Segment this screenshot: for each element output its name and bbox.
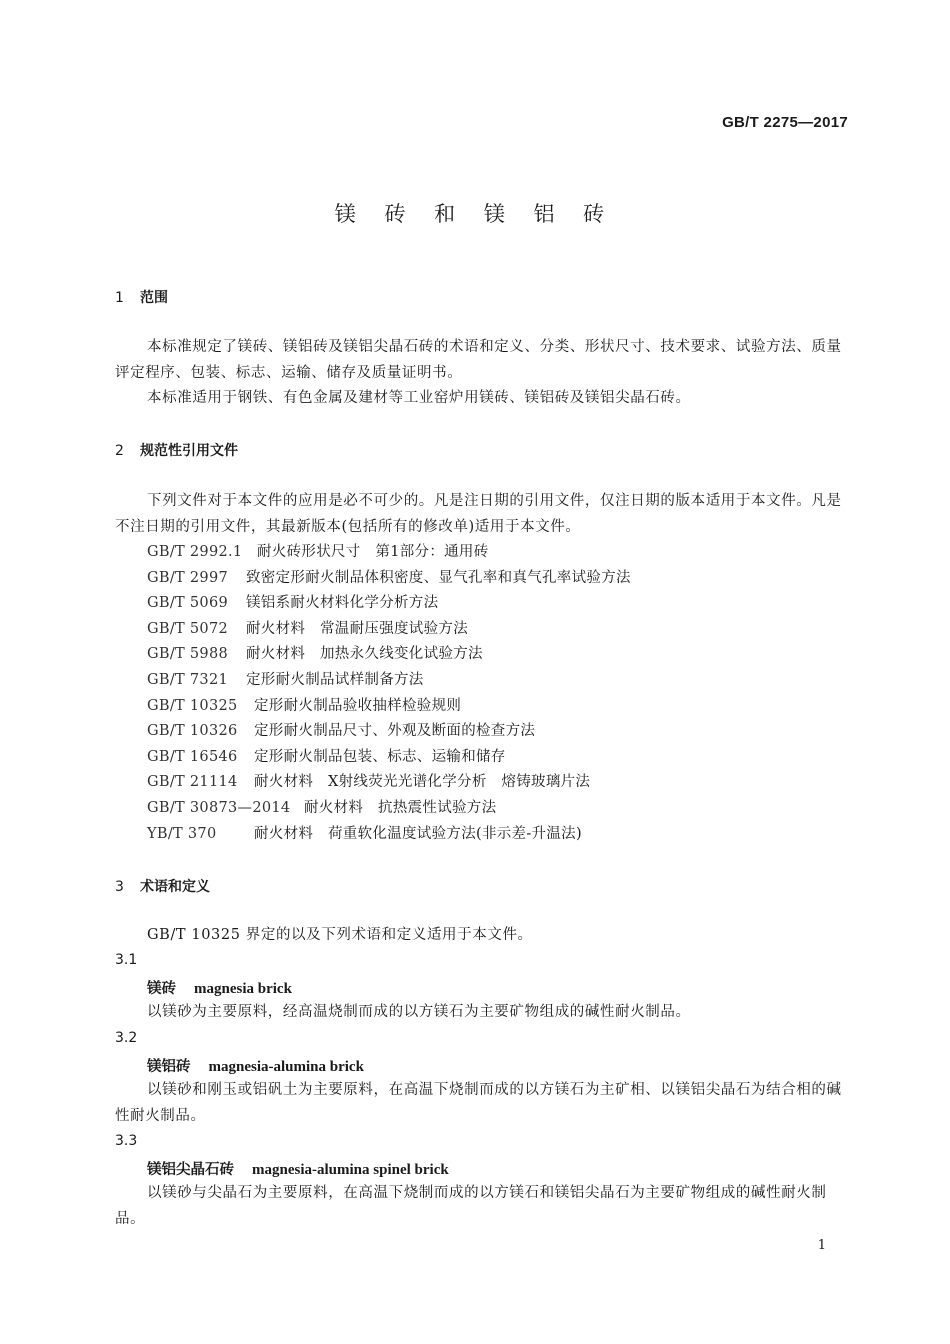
reference-title: 定形耐火制品试样制备方法 — [246, 671, 424, 688]
section-number: 2 — [115, 443, 124, 459]
reference-item — [147, 796, 631, 822]
term-chinese: 镁砖 — [147, 980, 176, 997]
reference-code: GB/T 5072 — [147, 620, 229, 637]
reference-title: 耐火材料 抗热震性试验方法 — [304, 799, 497, 816]
page-number: 1 — [817, 1238, 826, 1253]
scope-paragraph-2: 本标准适用于钢铁、有色金属及建材等工业窑炉用镁砖、镁铝砖及镁铝尖晶石砖。 — [147, 390, 691, 406]
reference-code: GB/T 5069 — [147, 595, 229, 612]
reference-code: GB/T 2992.1 — [147, 544, 243, 560]
section-number: 1 — [115, 290, 124, 306]
reference-code: GB/T 10325 — [147, 697, 238, 714]
standard-number: GB/T 2275—2017 — [722, 114, 848, 131]
term-chinese: 镁铝尖晶石砖 — [147, 1161, 234, 1178]
reference-code: GB/T 21114 — [147, 774, 238, 791]
scope-paragraph-1: 本标准规定了镁砖、镁铝砖及镁铝尖晶石砖的术语和定义、分类、形状尺寸、技术要求、试验方法、质量评定程序、包装、标志、运输、储存及质量证明书。 — [115, 339, 842, 381]
section-heading-terms — [115, 876, 210, 896]
reference-item — [147, 719, 631, 745]
document-title: 镁 砖 和 镁 铝 砖 — [334, 202, 616, 226]
term-heading — [147, 1158, 449, 1179]
reference-title: 耐火材料 荷重软化温度试验方法(非示差-升温法) — [254, 825, 582, 842]
term-definition: 以镁砂和刚玉或铝矾土为主要原料，在高温下烧制而成的以方镁石为主矿相、以镁铝尖晶石为结合相的碱性耐火制品。 — [115, 1082, 842, 1124]
reference-item — [147, 540, 631, 566]
term-english: magnesia brick — [194, 981, 292, 997]
reference-item — [147, 745, 631, 771]
reference-title: 耐火材料 常温耐压强度试验方法 — [246, 620, 468, 637]
reference-title: 镁铝系耐火材料化学分析方法 — [246, 595, 439, 612]
term-heading — [147, 1055, 364, 1076]
reference-item — [147, 642, 631, 668]
term-english: magnesia-alumina spinel brick — [252, 1162, 449, 1178]
term-number: 3.3 — [115, 1133, 138, 1149]
reference-code: GB/T 10326 — [147, 723, 238, 740]
term-number: 3.2 — [115, 1030, 138, 1046]
reference-item — [147, 770, 631, 796]
section-heading-normative-references — [115, 440, 238, 460]
reference-title: 耐火材料 X射线荧光光谱化学分析 熔铸玻璃片法 — [254, 774, 591, 791]
reference-item — [147, 822, 631, 848]
reference-code: GB/T 30873—2014 — [147, 799, 291, 816]
section-title: 范围 — [140, 290, 168, 306]
term-english: magnesia-alumina brick — [208, 1059, 364, 1075]
reference-item — [147, 617, 631, 643]
reference-item — [147, 694, 631, 720]
reference-code: GB/T 7321 — [147, 671, 229, 688]
term-definition: 以镁砂与尖晶石为主要原料，在高温下烧制而成的以方镁石和镁铝尖晶石为主要矿物组成的碱性耐火制品。 — [115, 1185, 827, 1227]
reference-title: 定形耐火制品包装、标志、运输和储存 — [254, 748, 506, 765]
term-heading — [147, 977, 292, 998]
reference-title: 致密定形耐火制品体积密度、显气孔率和真气孔率试验方法 — [246, 569, 631, 586]
section-title: 术语和定义 — [140, 879, 210, 895]
reference-code: GB/T 2997 — [147, 569, 229, 586]
section-number: 3 — [115, 879, 124, 895]
reference-title: 耐火砖形状尺寸 第1部分：通用砖 — [257, 544, 489, 560]
reference-item — [147, 566, 631, 592]
reference-item — [147, 591, 631, 617]
terms-intro: GB/T 10325 界定的以及下列术语和定义适用于本文件。 — [147, 927, 533, 943]
term-chinese: 镁铝砖 — [147, 1058, 191, 1075]
reference-code: GB/T 16546 — [147, 748, 238, 765]
section-heading-scope — [115, 287, 168, 307]
references-intro: 下列文件对于本文件的应用是必不可少的。凡是注日期的引用文件，仅注日期的版本适用于本文件。凡是不注日期的引用文件，其最新版本(包括所有的修改单)适用于本文件。 — [115, 493, 842, 535]
section-title: 规范性引用文件 — [140, 443, 238, 459]
reference-code: YB/T 370 — [147, 825, 217, 842]
term-definition: 以镁砂为主要原料，经高温烧制而成的以方镁石为主要矿物组成的碱性耐火制品。 — [147, 1004, 691, 1020]
term-number: 3.1 — [115, 952, 138, 968]
reference-item — [147, 668, 631, 694]
reference-list — [147, 540, 631, 847]
reference-title: 定形耐火制品尺寸、外观及断面的检查方法 — [254, 723, 536, 740]
reference-title: 耐火材料 加热永久线变化试验方法 — [246, 646, 483, 663]
reference-title: 定形耐火制品验收抽样检验规则 — [254, 697, 462, 714]
reference-code: GB/T 5988 — [147, 646, 229, 663]
